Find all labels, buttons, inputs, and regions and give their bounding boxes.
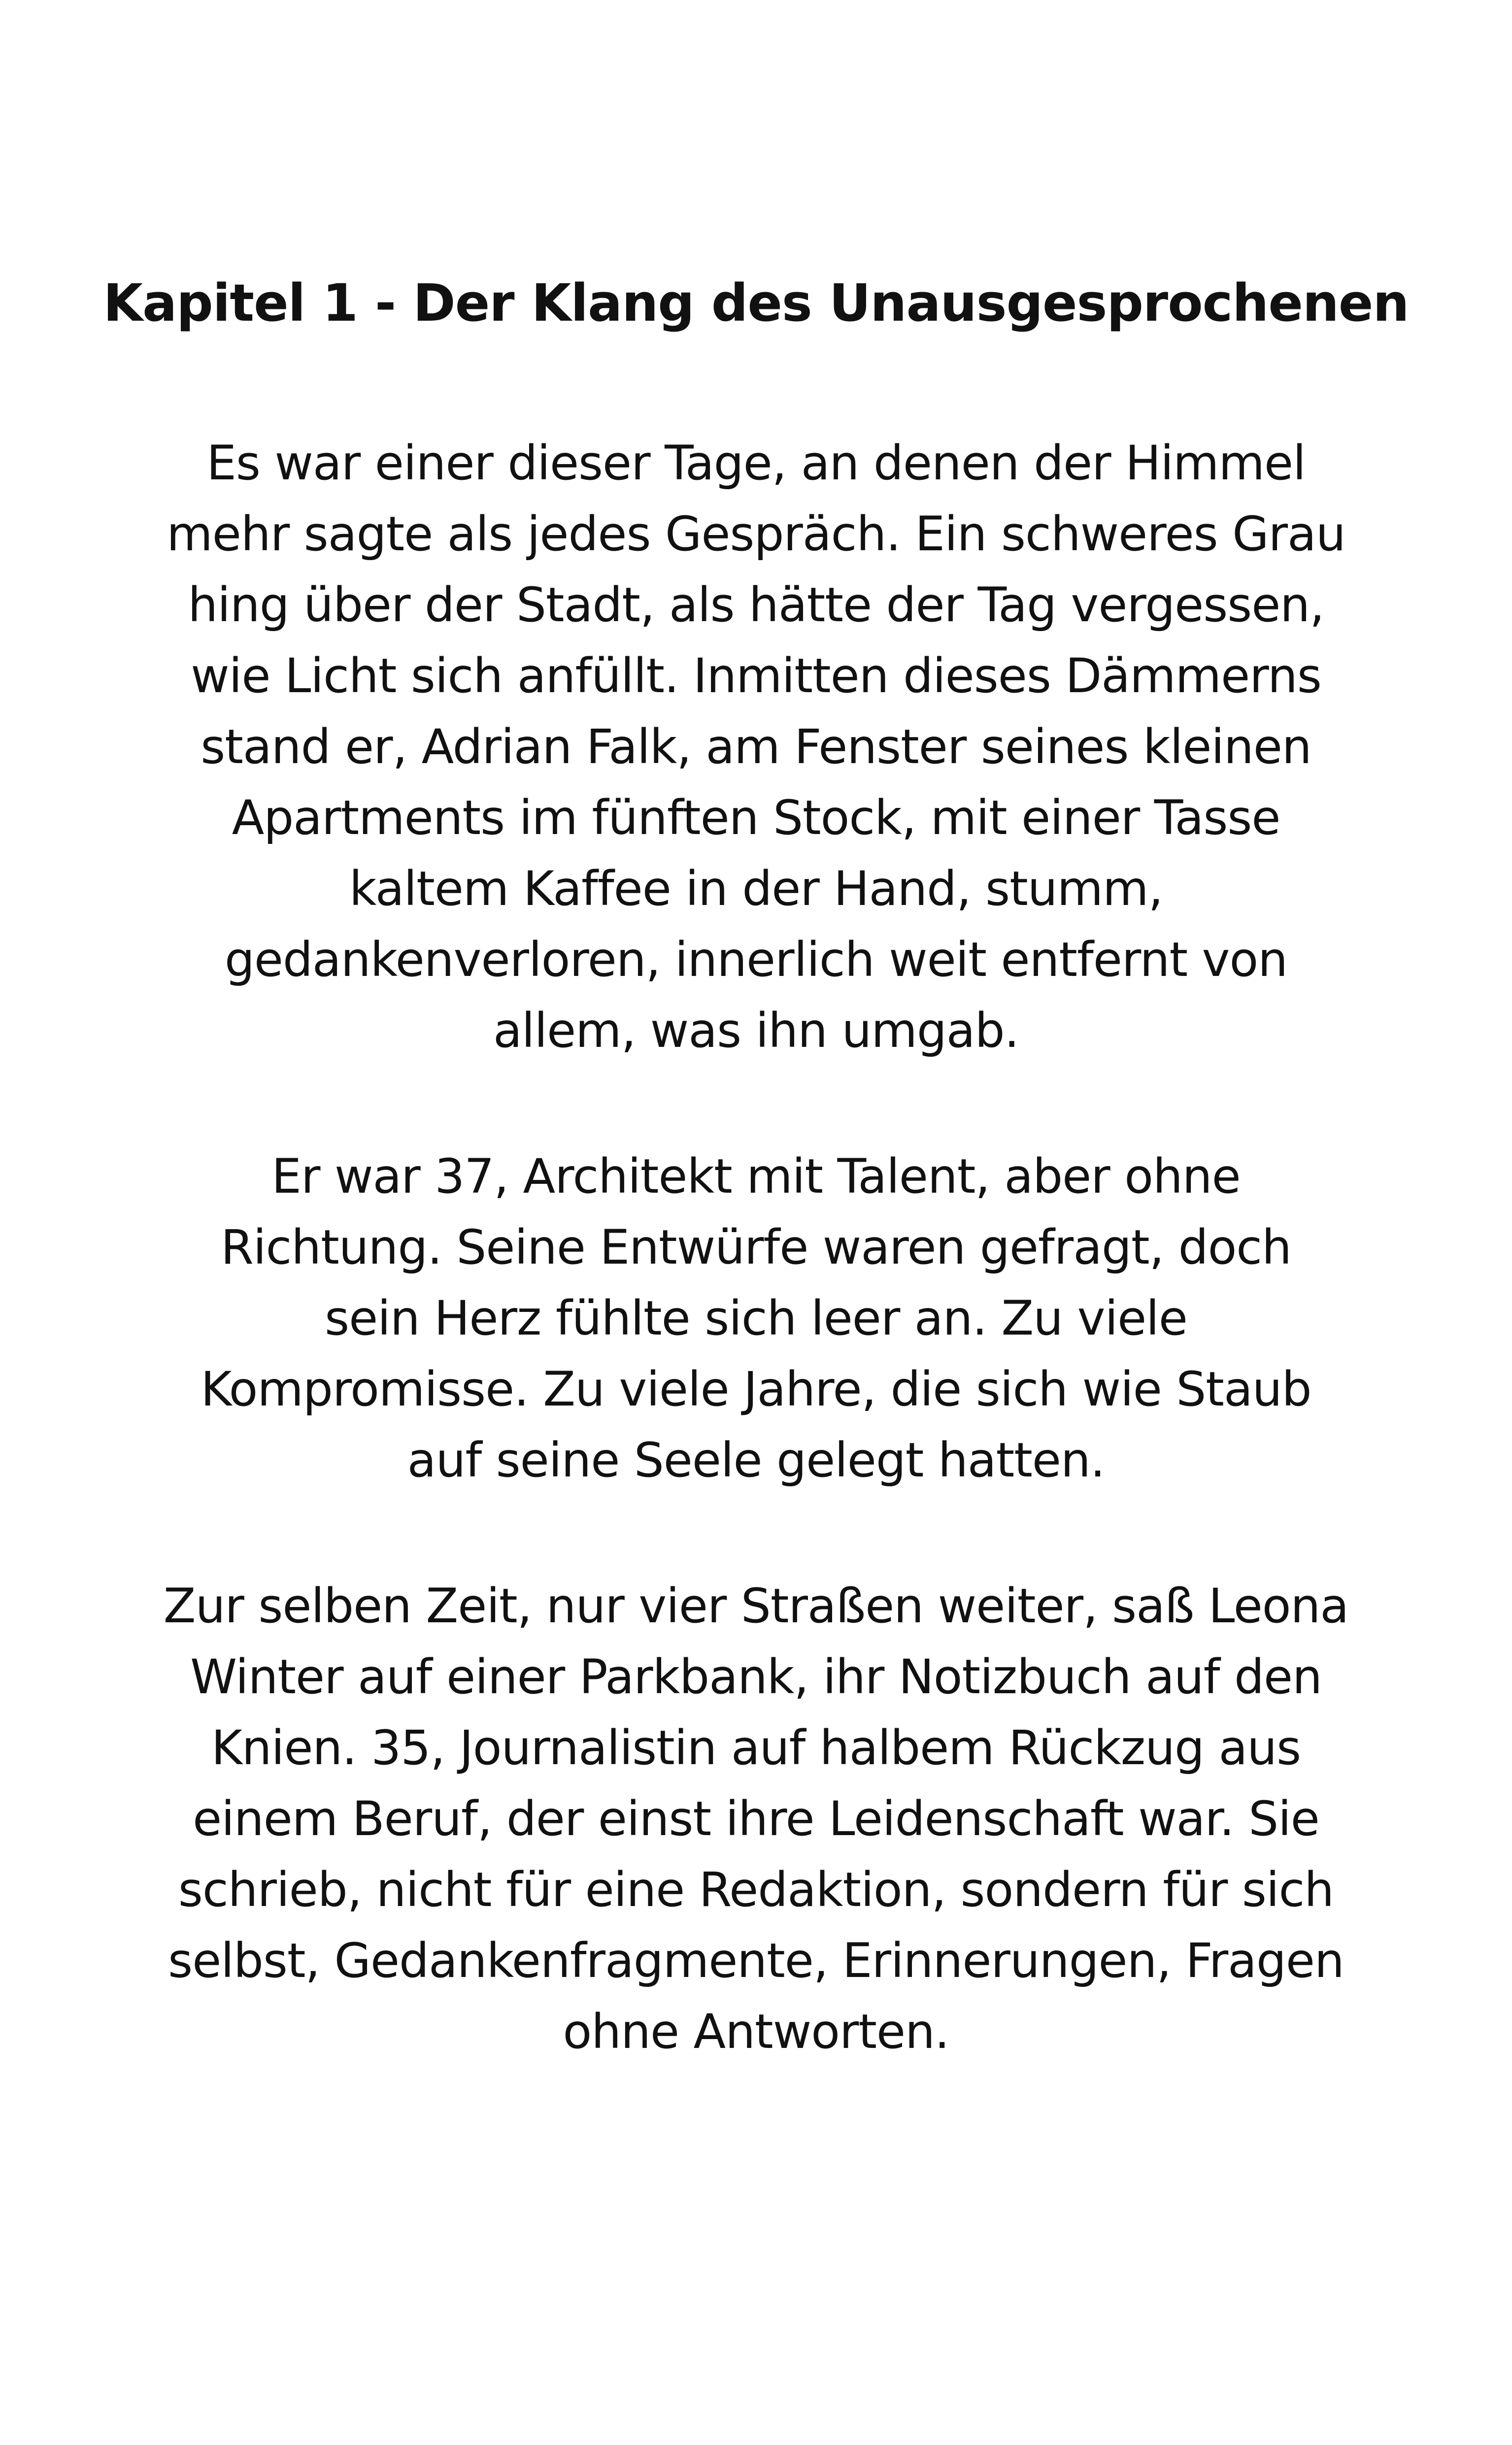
paragraph-line: mehr sagte als jedes Gespräch. Ein schweres Grau <box>167 506 1345 562</box>
paragraph-line: Kompromisse. Zu viele Jahre, die sich wie Staub <box>201 1362 1311 1417</box>
paragraph-line: selbst, Gedankenfragmente, Erinnerungen, Fragen <box>168 1933 1344 1988</box>
paragraph-line: Winter auf einer Parkbank, ihr Notizbuch auf den <box>190 1649 1322 1705</box>
paragraph-line: Knien. 35, Journalistin auf halbem Rückzug aus <box>211 1720 1301 1775</box>
paragraph-line: ohne Antworten. <box>563 2004 949 2059</box>
paragraph-1 <box>0 428 1512 1066</box>
paragraph-2 <box>0 1141 1512 1496</box>
paragraph-line: Zur selben Zeit, nur vier Straßen weiter, saß Leona <box>163 1578 1349 1634</box>
paragraph-line: Apartments im fünften Stock, mit einer Tasse <box>232 790 1280 845</box>
paragraph-line: schrieb, nicht für eine Redaktion, sondern für sich <box>178 1862 1334 1917</box>
paragraph-line: allem, was ihn umgab. <box>493 1003 1019 1058</box>
paragraph-line: auf seine Seele gelegt hatten. <box>407 1433 1105 1488</box>
paragraph-line: Er war 37, Architekt mit Talent, aber ohne <box>271 1149 1241 1204</box>
paragraph-line: wie Licht sich anfüllt. Inmitten dieses Dämmerns <box>191 648 1321 703</box>
paragraph-3 <box>0 1571 1512 2067</box>
paragraph-line: hing über der Stadt, als hätte der Tag vergessen, <box>188 577 1324 633</box>
paragraph-line: stand er, Adrian Falk, am Fenster seines kleinen <box>201 719 1311 774</box>
paragraph-line: einem Beruf, der einst ihre Leidenschaft war. Sie <box>193 1791 1319 1846</box>
paragraph-line: Richtung. Seine Entwürfe waren gefragt, doch <box>221 1220 1291 1275</box>
paragraph-line: sein Herz fühlte sich leer an. Zu viele <box>325 1291 1187 1346</box>
paragraph-line: kaltem Kaffee in der Hand, stumm, <box>349 861 1163 916</box>
chapter-title: Kapitel 1 - Der Klang des Unausgesprochenen <box>103 273 1409 333</box>
paragraph-line: gedankenverloren, innerlich weit entfernt von <box>224 932 1288 987</box>
paragraph-line: Es war einer dieser Tage, an denen der Himmel <box>206 435 1306 491</box>
